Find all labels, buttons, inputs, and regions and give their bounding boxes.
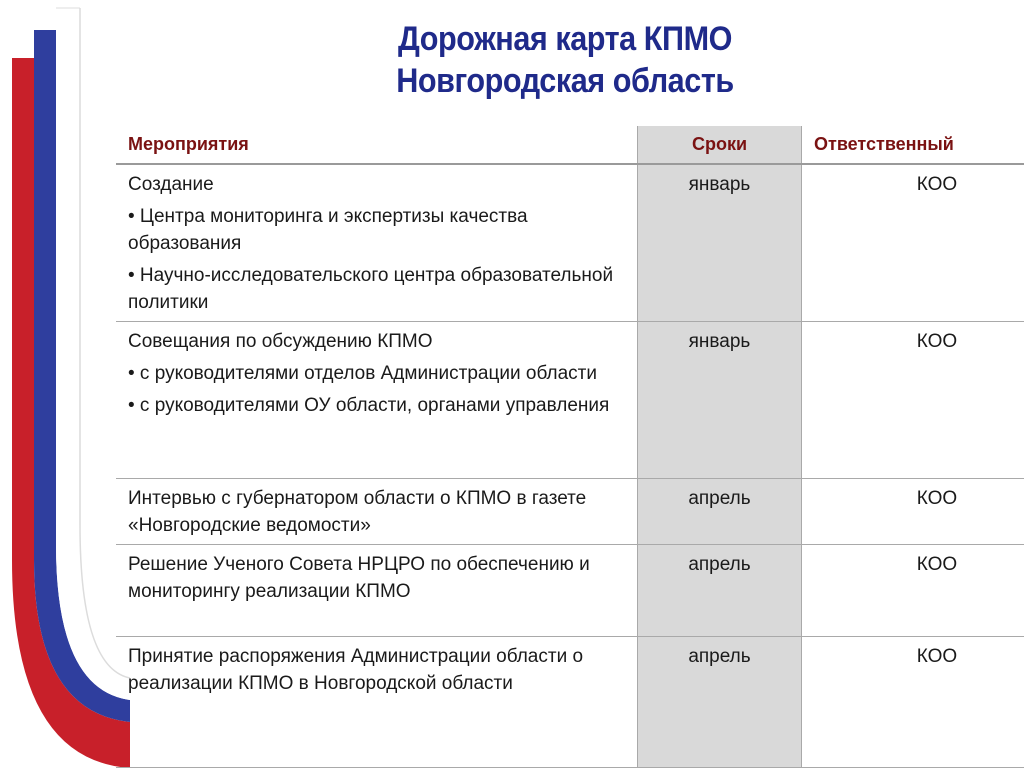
activity-cell (116, 479, 638, 545)
activity-line: Принятие распоряжения Администрации области о реализации КПМО в Новгородской области (128, 646, 584, 694)
responsible-cell: КОО (802, 479, 1024, 545)
responsible-cell: КОО (802, 164, 1024, 322)
activity-cell (116, 164, 638, 322)
roadmap-table (116, 126, 1024, 768)
activity-bullet: • Центра мониторинга и экспертизы качества образования (128, 206, 528, 254)
term-cell: апрель (638, 545, 802, 637)
activity-cell (116, 637, 638, 768)
activity-line: Создание (128, 174, 214, 195)
responsible-cell: КОО (802, 637, 1024, 768)
term-cell: январь (638, 164, 802, 322)
activity-cell (116, 322, 638, 479)
flag-ribbon-decoration (0, 0, 130, 768)
activity-line: Решение Ученого Совета НРЦРО по обеспечению и мониторингу реализации КПМО (128, 554, 590, 602)
table-row (116, 545, 1024, 637)
header-activities: Мероприятия (116, 126, 638, 164)
table-row (116, 479, 1024, 545)
slide-title (354, 18, 777, 102)
header-responsible: Ответственный (802, 126, 1024, 164)
responsible-cell: КОО (802, 322, 1024, 479)
table-row (116, 322, 1024, 479)
table-row (116, 637, 1024, 768)
title-line-1: Дорожная карта КПМО (398, 20, 732, 58)
table-row (116, 164, 1024, 322)
table-header-row (116, 126, 1024, 164)
activity-bullet: • с руководителями отделов Администрации области (128, 363, 597, 384)
term-cell: январь (638, 322, 802, 479)
activity-cell (116, 545, 638, 637)
title-line-2: Новгородская область (396, 62, 734, 100)
header-terms: Сроки (638, 126, 802, 164)
activity-bullet: • с руководителями ОУ области, органами управления (128, 395, 610, 416)
activity-bullet: • Научно-исследовательского центра образовательной политики (128, 265, 614, 313)
term-cell: апрель (638, 479, 802, 545)
term-cell: апрель (638, 637, 802, 768)
activity-line: Совещания по обсуждению КПМО (128, 331, 433, 352)
activity-line: Интервью с губернатором области о КПМО в газете «Новгородские ведомости» (128, 488, 587, 536)
responsible-cell: КОО (802, 545, 1024, 637)
